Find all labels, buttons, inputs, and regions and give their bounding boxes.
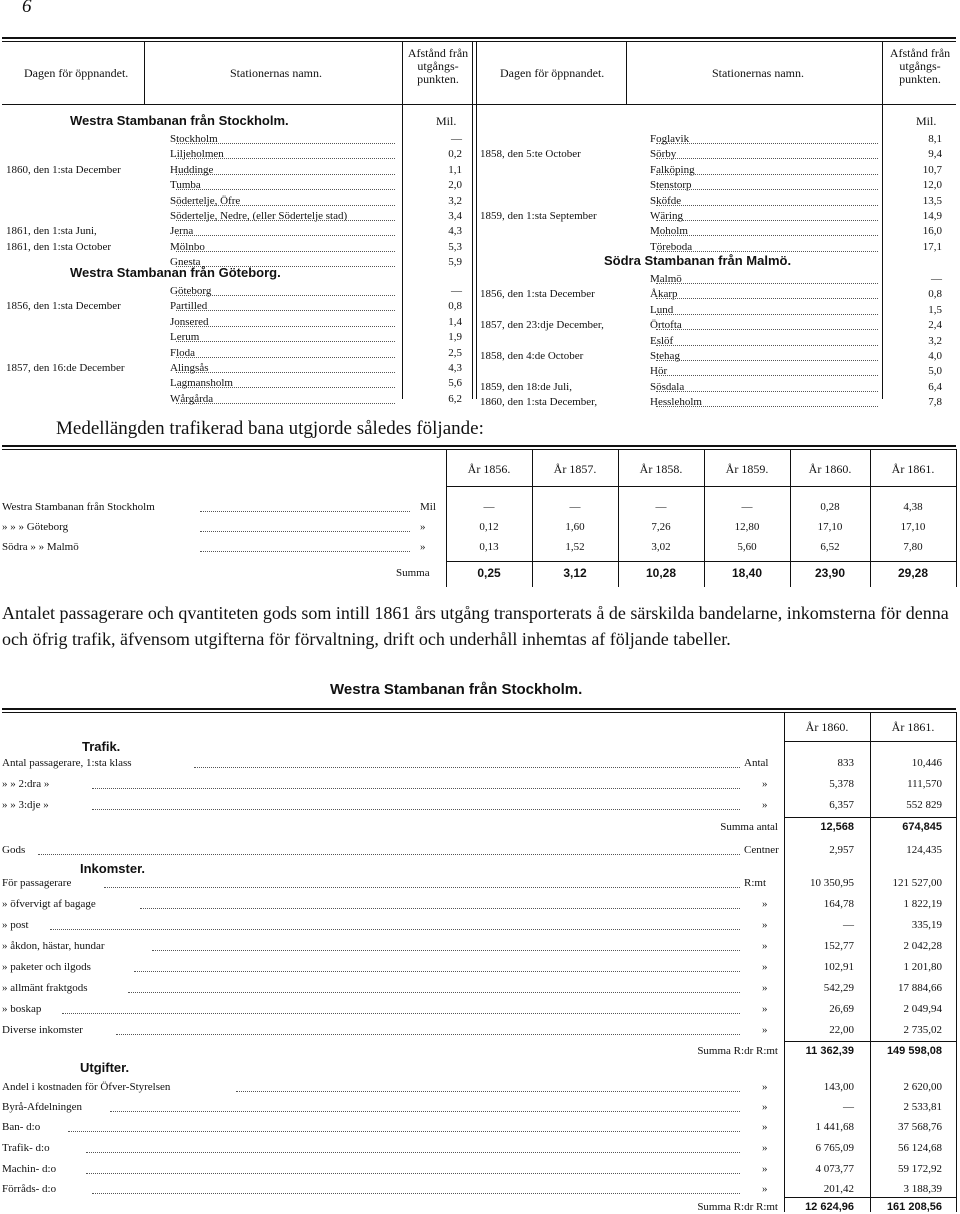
value-1861: 121 527,00: [892, 877, 942, 889]
leader-dots: [176, 357, 395, 358]
unit-label: »: [762, 1101, 768, 1113]
station-name: Åkarp: [650, 288, 678, 301]
length-value: 6,52: [820, 541, 840, 553]
row-label: Byrå-Afdelningen: [2, 1101, 83, 1113]
route-label: » » » Göteborg: [2, 521, 69, 533]
rule: [2, 449, 956, 450]
leader-dots: [176, 189, 395, 190]
leader-dots: [200, 531, 410, 532]
value-1861: 2 533,81: [903, 1101, 942, 1113]
leader-dots: [68, 1131, 740, 1132]
sum-value: 3,12: [563, 566, 587, 580]
leader-dots: [656, 360, 878, 361]
sum-rule: [784, 1197, 956, 1198]
station-name: Jonsered: [170, 315, 209, 328]
value-1860: —: [843, 919, 854, 931]
station-distance: 2,4: [928, 319, 942, 332]
station-name: Stenstorp: [650, 179, 692, 192]
row-label: Gods: [2, 844, 26, 856]
row-label: » » 3:dje »: [2, 799, 49, 811]
station-name: Liljeholmen: [170, 148, 224, 161]
leader-dots: [116, 1034, 740, 1035]
length-value: 12,80: [734, 521, 760, 533]
value-1860: 10 350,95: [810, 877, 854, 889]
leader-dots: [92, 788, 740, 789]
opening-date: 1858, den 4:de October: [480, 350, 584, 362]
col-rule: [956, 712, 957, 1212]
station-distance: 6,2: [448, 392, 462, 405]
unit-label: Mil.: [916, 114, 937, 128]
station-name: Mölnbo: [170, 240, 205, 253]
section-title: Westra Stambanan från Stockholm.: [70, 113, 289, 128]
station-name: Stehag: [650, 350, 680, 362]
intro-paragraph: Antalet passagerare och qvantiteten gods som intill 1861 års utgång transporterats å de särskilda bandelarne, inkomsterna för denna och öfrig trafik, äfvensom utgifterna för förvaltning, drift och underhåll inhemtas af följande tabeller.: [2, 603, 949, 649]
station-distance: 5,6: [448, 377, 462, 390]
value-1860: 143,00: [823, 1081, 854, 1093]
value-1861: 10,446: [911, 757, 942, 769]
value-1860: 2,957: [829, 844, 854, 856]
row-label: Antal passagerare, 1:sta klass: [2, 757, 132, 769]
leader-dots: [128, 992, 740, 993]
row-label: » paketer och ilgods: [2, 961, 91, 973]
header-divider: [472, 41, 473, 399]
station-name: Tumba: [170, 179, 201, 192]
station-distance: —: [451, 285, 462, 297]
unit-label: Antal: [744, 757, 769, 769]
station-name: Partilled: [170, 300, 208, 313]
value-1860: 12,568: [820, 821, 854, 833]
leader-dots: [236, 1091, 740, 1092]
leader-dots: [656, 174, 878, 175]
opening-date: 1860, den 1:sta December: [6, 163, 121, 176]
row-label: Trafik- d:o: [2, 1142, 50, 1154]
opening-date: 1857, den 16:de December: [6, 362, 125, 374]
leader-dots: [104, 887, 740, 888]
value-1860: 542,29: [823, 982, 854, 994]
station-name: Wäring: [650, 210, 683, 222]
unit-label: »: [762, 1081, 768, 1093]
rule: [2, 708, 956, 710]
leader-dots: [656, 375, 878, 376]
station-distance: 10,7: [922, 163, 942, 176]
leader-dots: [194, 767, 740, 768]
station-distance: 5,0: [928, 365, 942, 378]
rule: [2, 712, 956, 713]
leader-dots: [176, 387, 395, 388]
header-divider: [476, 41, 477, 399]
opening-date: 1858, den 5:te October: [480, 148, 581, 161]
station-distance: —: [451, 133, 462, 145]
station-name: Falköping: [650, 163, 695, 176]
section-heading: Inkomster.: [80, 861, 146, 876]
station-distance: 1,1: [448, 163, 462, 176]
station-name: Huddinge: [170, 163, 214, 176]
station-name: Töreboda: [650, 240, 693, 253]
value-1860: 4 073,77: [815, 1163, 854, 1175]
value-1861: 335,19: [911, 919, 942, 931]
leader-dots: [200, 551, 410, 552]
station-name: Lund: [650, 303, 674, 316]
leader-dots: [656, 298, 878, 299]
unit-label: Mil.: [436, 114, 457, 128]
route-label: Södra » » Malmö: [2, 541, 79, 553]
leader-dots: [656, 251, 878, 252]
leader-dots: [62, 1013, 740, 1014]
length-value: 4,38: [903, 501, 923, 513]
value-1861: 2 620,00: [903, 1081, 942, 1093]
value-1860: 11 362,39: [805, 1045, 854, 1057]
value-1860: 164,78: [823, 898, 854, 910]
station-name: Jerna: [170, 225, 194, 238]
station-name: Sörby: [650, 148, 677, 161]
row-label: För passagerare: [2, 877, 72, 889]
station-name: Eslöf: [650, 334, 674, 347]
value-1861: 1 201,80: [903, 961, 942, 973]
page-number: 6: [22, 0, 32, 17]
value-1861: 59 172,92: [898, 1163, 942, 1175]
length-value: 3,02: [651, 541, 671, 553]
station-distance: 1,9: [448, 331, 462, 344]
unit-label: »: [762, 1163, 768, 1175]
length-value: 0,28: [820, 501, 840, 513]
length-value: 7,26: [651, 521, 671, 533]
col-rule: [956, 449, 957, 587]
leader-dots: [176, 295, 395, 296]
leader-dots: [176, 205, 395, 206]
leader-dots: [176, 403, 395, 404]
row-label: » post: [2, 919, 29, 931]
length-value: —: [483, 501, 495, 513]
year-header: År 1861.: [891, 720, 935, 734]
station-distance: 6,4: [928, 380, 942, 393]
medel-heading: Medellängden trafikerad bana utgjorde således följande:: [56, 418, 484, 439]
station-distance: 0,8: [928, 288, 942, 301]
header-distance: Afstånd från utgångs-punkten.: [407, 46, 469, 86]
year-header: År 1861.: [891, 462, 935, 476]
unit-label: »: [762, 919, 768, 931]
unit-label: »: [420, 521, 426, 533]
value-1861: 2 735,02: [903, 1024, 942, 1036]
station-name: Sösdala: [650, 380, 685, 393]
leader-dots: [176, 372, 395, 373]
header-date: Dagen för öppnandet.: [24, 66, 129, 80]
leader-dots: [134, 971, 740, 972]
value-1861: 17 884,66: [898, 982, 942, 994]
sum-label: Summa R:dr R:mt: [697, 1045, 778, 1057]
unit-label: Mil: [420, 501, 436, 513]
header-station: Stationernas namn.: [230, 66, 322, 80]
length-value: 17,10: [817, 521, 843, 533]
leader-dots: [176, 326, 395, 327]
unit-label: R:mt: [744, 877, 767, 889]
station-distance: 16,0: [922, 225, 942, 238]
station-name: Göteborg: [170, 285, 212, 297]
year-header: År 1857.: [553, 462, 597, 476]
row-label: » allmänt fraktgods: [2, 982, 88, 994]
sum-value: 0,25: [477, 566, 501, 580]
leader-dots: [176, 310, 395, 311]
row-label: Förråds- d:o: [2, 1183, 57, 1195]
value-1860: —: [843, 1101, 854, 1113]
leader-dots: [38, 854, 740, 855]
year-header: År 1859.: [725, 462, 769, 476]
sum-value: 10,28: [645, 566, 677, 580]
row-label: Andel i kostnaden för Öfver-Styrelsen: [2, 1081, 171, 1093]
row-label: » åkdon, hästar, hundar: [2, 940, 105, 952]
opening-date: 1856, den 1:sta December: [6, 300, 121, 313]
station-name: Lerum: [170, 331, 200, 344]
sum-label: Summa R:dr R:mt: [697, 1201, 778, 1213]
leader-dots: [92, 1193, 740, 1194]
station-distance: 2,5: [448, 346, 462, 359]
unit-label: »: [762, 778, 768, 790]
station-name: Wårgårda: [170, 392, 214, 405]
opening-date: 1859, den 1:sta September: [480, 210, 597, 222]
header-station: Stationernas namn.: [712, 66, 804, 80]
station-name: Stockholm: [170, 133, 218, 145]
leader-dots: [86, 1173, 740, 1174]
leader-dots: [656, 314, 878, 315]
value-1861: 2 049,94: [903, 1003, 942, 1015]
value-1861: 37 568,76: [898, 1121, 942, 1133]
station-name: Malmö: [650, 273, 682, 285]
station-name: Foglavik: [650, 133, 690, 145]
length-value: 0,12: [479, 521, 499, 533]
station-distance: 5,3: [448, 240, 462, 253]
year-header: År 1860.: [808, 462, 852, 476]
station-name: Örtofta: [650, 319, 682, 332]
header-divider: [626, 41, 627, 104]
leader-dots: [656, 391, 878, 392]
opening-date: 1857, den 23:dje December,: [480, 319, 604, 332]
leader-dots: [200, 511, 410, 512]
station-distance: 2,0: [448, 179, 462, 192]
station-distance: 0,2: [448, 148, 462, 161]
unit-label: »: [762, 1183, 768, 1195]
sum-label: Summa antal: [720, 821, 778, 833]
station-distance: 3,2: [928, 334, 942, 347]
value-1860: 102,91: [823, 961, 854, 973]
row-label: Diverse inkomster: [2, 1024, 83, 1036]
value-1861: 124,435: [906, 844, 942, 856]
length-value: —: [655, 501, 667, 513]
leader-dots: [86, 1152, 740, 1153]
station-distance: 4,3: [448, 225, 462, 238]
length-value: —: [741, 501, 753, 513]
value-1861: 552 829: [906, 799, 942, 811]
leader-dots: [50, 929, 740, 930]
station-distance: 17,1: [922, 240, 942, 253]
sum-rule: [784, 817, 956, 818]
station-distance: 4,3: [448, 362, 462, 374]
length-value: —: [569, 501, 581, 513]
unit-label: »: [762, 1142, 768, 1154]
leader-dots: [110, 1111, 740, 1112]
opening-date: 1860, den 1:sta December,: [480, 396, 598, 409]
year-header: År 1860.: [805, 720, 849, 734]
station-name: Södertelje, Öfre: [170, 194, 241, 207]
row-label: » boskap: [2, 1003, 42, 1015]
leader-dots: [140, 908, 740, 909]
value-1861: 3 188,39: [903, 1183, 942, 1195]
unit-label: »: [420, 541, 426, 553]
unit-label: »: [762, 1121, 768, 1133]
leader-dots: [176, 174, 395, 175]
station-name: Moholm: [650, 225, 688, 238]
leader-dots: [92, 809, 740, 810]
leader-dots: [656, 406, 878, 407]
row-label: Ban- d:o: [2, 1121, 41, 1133]
station-distance: 1,5: [928, 303, 942, 316]
length-value: 7,80: [903, 541, 923, 553]
leader-dots: [176, 158, 395, 159]
length-value: 17,10: [900, 521, 926, 533]
route-label: Westra Stambanan från Stockholm: [2, 501, 155, 513]
section-title: Södra Stambanan från Malmö.: [604, 253, 792, 268]
leader-dots: [656, 345, 878, 346]
row-label: Machin- d:o: [2, 1163, 57, 1175]
station-name: Floda: [170, 346, 196, 359]
value-1860: 1 441,68: [815, 1121, 854, 1133]
unit-label: »: [762, 961, 768, 973]
station-distance: 3,2: [448, 194, 462, 207]
station-distance: 3,4: [448, 210, 462, 222]
header-rule: [2, 104, 956, 105]
station-distance: 9,4: [928, 148, 942, 161]
station-distance: 14,9: [922, 210, 942, 222]
station-distance: 7,8: [928, 396, 942, 409]
opening-date: 1856, den 1:sta December: [480, 288, 595, 301]
length-value: 1,52: [565, 541, 585, 553]
unit-label: »: [762, 898, 768, 910]
leader-dots: [656, 235, 878, 236]
station-name: Alingsås: [170, 362, 209, 374]
sum-rule: [446, 561, 956, 562]
station-distance: 8,1: [928, 133, 942, 145]
station-distance: —: [931, 273, 942, 285]
value-1861: 1 822,19: [903, 898, 942, 910]
value-1860: 26,69: [829, 1003, 854, 1015]
value-1860: 6 765,09: [815, 1142, 854, 1154]
bottom-title: Westra Stambanan från Stockholm.: [330, 681, 583, 698]
length-value: 5,60: [737, 541, 757, 553]
value-1860: 22,00: [829, 1024, 854, 1036]
top-rule-inner: [2, 41, 956, 42]
leader-dots: [656, 189, 878, 190]
leader-dots: [176, 235, 395, 236]
station-name: Gnesta: [170, 256, 201, 269]
sum-value: 18,40: [731, 566, 763, 580]
station-name: Lagmansholm: [170, 377, 233, 390]
sum-value: 23,90: [814, 566, 846, 580]
value-1861: 56 124,68: [898, 1142, 942, 1154]
station-distance: 13,5: [922, 194, 942, 207]
leader-dots: [656, 329, 878, 330]
leader-dots: [656, 158, 878, 159]
unit-label: »: [762, 799, 768, 811]
value-1861: 2 042,28: [903, 940, 942, 952]
opening-date: 1861, den 1:sta Juni,: [6, 225, 97, 238]
opening-date: 1859, den 18:de Juli,: [480, 380, 572, 393]
leader-dots: [656, 205, 878, 206]
value-1860: 5,378: [829, 778, 854, 790]
leader-dots: [656, 143, 878, 144]
header-distance: Afstånd från utgångs-punkten.: [889, 46, 951, 86]
unit-label: Centner: [744, 844, 779, 856]
station-name: Södertelje, Nedre, (eller Södertelje stad): [170, 210, 348, 222]
year-header: År 1858.: [639, 462, 683, 476]
value-1861: 674,845: [902, 821, 942, 833]
value-1860: 6,357: [829, 799, 854, 811]
station-name: Sköfde: [650, 194, 682, 207]
sum-rule: [784, 1041, 956, 1042]
leader-dots: [656, 283, 878, 284]
station-distance: 0,8: [448, 300, 462, 313]
row-label: » » 2:dra »: [2, 778, 50, 790]
value-1861: 161 208,56: [886, 1201, 942, 1213]
leader-dots: [152, 950, 740, 951]
unit-label: »: [762, 1024, 768, 1036]
opening-date: 1861, den 1:sta October: [6, 240, 112, 253]
header-divider: [144, 41, 145, 104]
rule: [446, 486, 956, 487]
leader-dots: [656, 220, 878, 221]
unit-label: »: [762, 940, 768, 952]
rule: [2, 445, 956, 447]
row-label: » öfvervigt af bagage: [2, 898, 96, 910]
top-rule: [2, 37, 956, 39]
section-title: Westra Stambanan från Göteborg.: [70, 265, 281, 280]
leader-dots: [176, 251, 395, 252]
value-1860: 201,42: [823, 1183, 854, 1195]
station-name: Hessleholm: [650, 396, 702, 409]
leader-dots: [176, 341, 395, 342]
value-1861: 149 598,08: [886, 1045, 942, 1057]
station-name: Hör: [650, 365, 668, 378]
station-distance: 4,0: [928, 350, 942, 362]
year-header: År 1856.: [467, 462, 511, 476]
station-distance: 5,9: [448, 256, 462, 269]
section-heading: Utgifter.: [80, 1060, 130, 1075]
section-heading: Trafik.: [82, 739, 121, 754]
value-1860: 12 624,96: [805, 1201, 854, 1213]
leader-dots: [176, 143, 395, 144]
length-value: 0,13: [479, 541, 499, 553]
unit-label: »: [762, 982, 768, 994]
unit-label: »: [762, 1003, 768, 1015]
header-date: Dagen för öppnandet.: [500, 66, 605, 80]
length-value: 1,60: [565, 521, 585, 533]
sum-label: Summa: [396, 567, 430, 579]
sum-value: 29,28: [897, 566, 929, 580]
station-distance: 12,0: [922, 179, 942, 192]
station-distance: 1,4: [448, 315, 462, 328]
value-1860: 833: [837, 757, 854, 769]
value-1861: 111,570: [907, 778, 942, 790]
value-1860: 152,77: [823, 940, 854, 952]
leader-dots: [176, 220, 395, 221]
